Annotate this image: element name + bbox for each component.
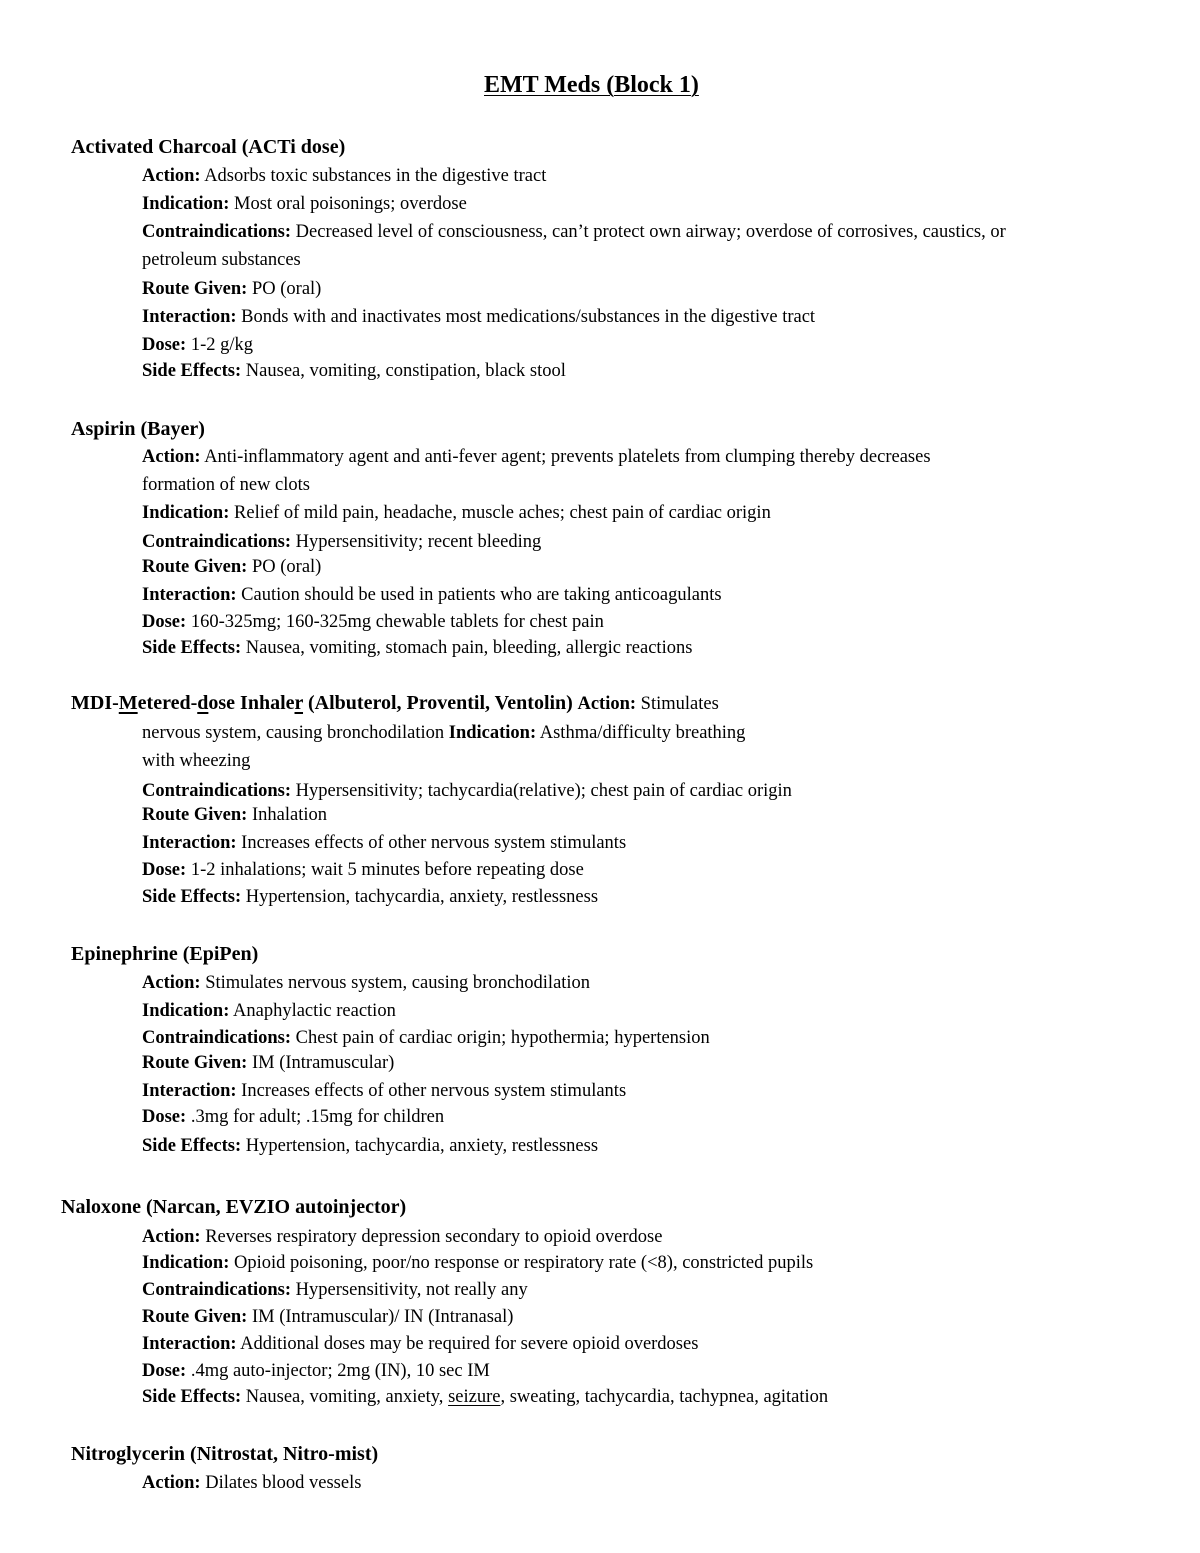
med-heading-aspirin: Aspirin (Bayer)	[71, 418, 205, 440]
aspirin-action-cont: formation of new clots	[142, 475, 310, 495]
aspirin-indication: Indication: Relief of mild pain, headache, muscle aches; chest pain of cardiac origin	[142, 503, 771, 523]
charcoal-contraindications: Contraindications: Decreased level of consciousness, can’t protect own airway; overdose of corrosives, caustics, or	[142, 222, 1006, 242]
page-title: EMT Meds (Block 1)	[484, 72, 699, 98]
epinephrine-contraindications: Contraindications: Chest pain of cardiac origin; hypothermia; hypertension	[142, 1028, 710, 1048]
naloxone-indication: Indication: Opioid poisoning, poor/no response or respiratory rate (<8), constricted pupils	[142, 1253, 814, 1273]
naloxone-route: Route Given: IM (Intramuscular)/ IN (Intranasal)	[142, 1307, 514, 1327]
aspirin-contraindications: Contraindications: Hypersensitivity; recent bleeding	[142, 532, 542, 552]
charcoal-interaction: Interaction: Bonds with and inactivates most medications/substances in the digestive tract	[142, 307, 816, 327]
med-heading-charcoal: Activated Charcoal (ACTi dose)	[71, 136, 346, 158]
charcoal-dose: Dose: 1-2 g/kg	[142, 335, 253, 355]
mdi-indication-cont: with wheezing	[142, 751, 251, 771]
aspirin-interaction: Interaction: Caution should be used in patients who are taking anticoagulants	[142, 585, 722, 605]
naloxone-interaction: Interaction: Additional doses may be required for severe opioid overdoses	[142, 1334, 699, 1354]
naloxone-side-effects: Side Effects: Nausea, vomiting, anxiety, seizure, sweating, tachycardia, tachypnea, agitation	[142, 1387, 829, 1407]
med-heading-mdi: MDI-Metered-dose Inhaler (Albuterol, Proventil, Ventolin) Action: Stimulates	[71, 692, 719, 714]
naloxone-action: Action: Reverses respiratory depression secondary to opioid overdose	[142, 1227, 663, 1247]
mdi-side-effects: Side Effects: Hypertension, tachycardia, anxiety, restlessness	[142, 887, 599, 907]
epinephrine-interaction: Interaction: Increases effects of other nervous system stimulants	[142, 1081, 627, 1101]
aspirin-action: Action: Anti-inflammatory agent and anti-fever agent; prevents platelets from clumping thereby decreases	[142, 447, 931, 467]
epinephrine-side-effects: Side Effects: Hypertension, tachycardia, anxiety, restlessness	[142, 1136, 599, 1156]
epinephrine-action: Action: Stimulates nervous system, causing bronchodilation	[142, 973, 591, 993]
charcoal-action: Action: Adsorbs toxic substances in the digestive tract	[142, 166, 547, 186]
mdi-interaction: Interaction: Increases effects of other nervous system stimulants	[142, 833, 627, 853]
naloxone-dose: Dose: .4mg auto-injector; 2mg (IN), 10 sec IM	[142, 1361, 490, 1381]
nitroglycerin-action: Action: Dilates blood vessels	[142, 1473, 362, 1493]
mdi-action-cont: nervous system, causing bronchodilation Indication: Asthma/difficulty breathing	[142, 723, 746, 743]
charcoal-contraindications-cont: petroleum substances	[142, 250, 301, 270]
med-heading-naloxone: Naloxone (Narcan, EVZIO autoinjector)	[61, 1196, 407, 1218]
aspirin-route: Route Given: PO (oral)	[142, 557, 322, 577]
mdi-contraindications: Contraindications: Hypersensitivity; tachycardia(relative); chest pain of cardiac origin	[142, 781, 792, 801]
charcoal-indication: Indication: Most oral poisonings; overdose	[142, 194, 467, 214]
aspirin-dose: Dose: 160-325mg; 160-325mg chewable tablets for chest pain	[142, 612, 604, 632]
charcoal-route: Route Given: PO (oral)	[142, 279, 322, 299]
seizure-underlined: seizure	[448, 1387, 501, 1407]
aspirin-side-effects: Side Effects: Nausea, vomiting, stomach pain, bleeding, allergic reactions	[142, 638, 693, 658]
epinephrine-indication: Indication: Anaphylactic reaction	[142, 1001, 396, 1021]
naloxone-contraindications: Contraindications: Hypersensitivity, not really any	[142, 1280, 528, 1300]
med-heading-epinephrine: Epinephrine (EpiPen)	[71, 943, 259, 965]
mdi-route: Route Given: Inhalation	[142, 805, 327, 825]
epinephrine-route: Route Given: IM (Intramuscular)	[142, 1053, 395, 1073]
charcoal-side-effects: Side Effects: Nausea, vomiting, constipation, black stool	[142, 361, 566, 381]
med-heading-nitroglycerin: Nitroglycerin (Nitrostat, Nitro-mist)	[71, 1443, 379, 1465]
mdi-dose: Dose: 1-2 inhalations; wait 5 minutes before repeating dose	[142, 860, 584, 880]
epinephrine-dose: Dose: .3mg for adult; .15mg for children	[142, 1107, 445, 1127]
